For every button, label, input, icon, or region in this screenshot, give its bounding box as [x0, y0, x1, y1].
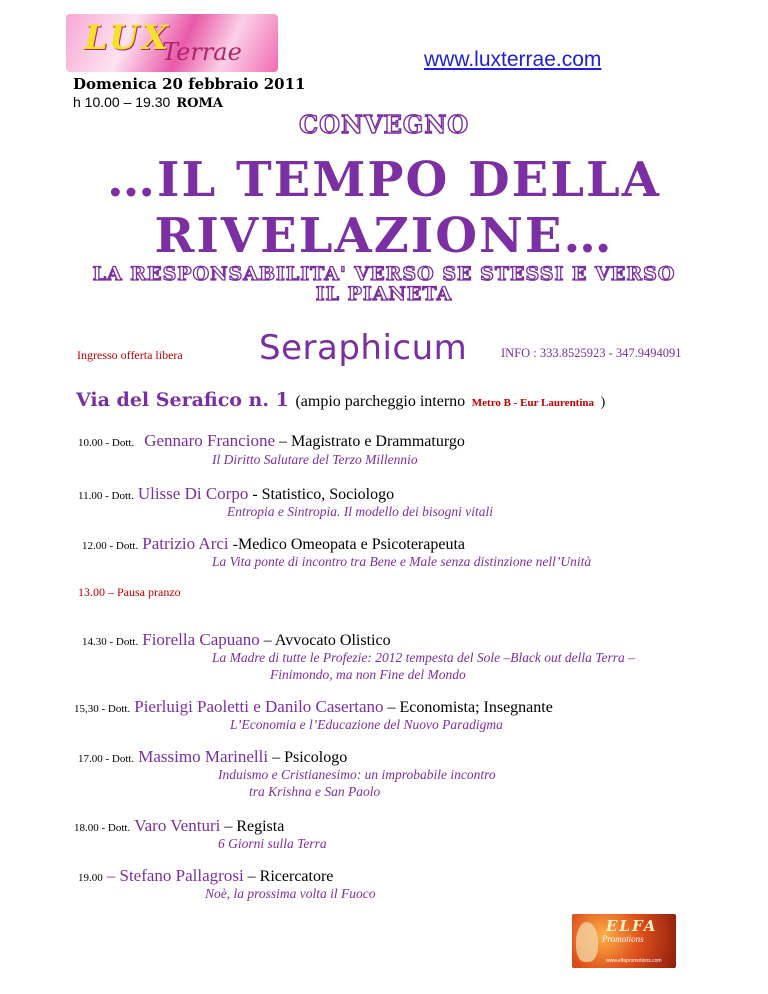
speaker-role: – Magistrato e Drammaturgo	[275, 433, 465, 450]
event-time: h 10.00 – 19.30	[73, 94, 171, 110]
program-time: 10.00 - Dott.	[78, 437, 135, 449]
talk-topic: La Madre di tutte le Profezie: 2012 tempesta del Sole –Black out della Terra –	[212, 650, 635, 665]
speaker-name: Gennaro Francione	[144, 431, 275, 450]
talk-topic: La Vita ponte di incontro tra Bene e Male senza distinzione nell’Unità	[212, 554, 592, 569]
event-date: Domenica 20 febbraio 2011	[73, 75, 306, 93]
elfa-promotions-logo	[572, 914, 676, 968]
venue-name: Seraphicum	[259, 328, 468, 368]
speaker-name: Ulisse Di Corpo	[137, 484, 249, 503]
program-time: 12.00 - Dott.	[82, 540, 139, 552]
parking-close: )	[600, 395, 606, 410]
speaker-name: Varo Venturi	[134, 816, 221, 835]
website-link[interactable]: www.luxterrae.com	[424, 48, 602, 71]
event-kind: CONVEGNO	[299, 110, 470, 139]
program-item	[74, 697, 553, 717]
talk-topic: Noè, la prossima volta il Fuoco	[205, 886, 376, 901]
talk-topic: Il Diritto Salutare del Terzo Millennio	[212, 452, 418, 467]
parking-note: (ampio parcheggio interno	[295, 393, 466, 410]
sponsor-name: ELFA	[606, 917, 658, 935]
program-time: 14.30 - Dott.	[82, 636, 139, 648]
program-time: 18.00 - Dott.	[74, 822, 131, 834]
entry-note: Ingresso offerta libera	[77, 348, 183, 362]
speaker-name: Pierluigi Paoletti	[134, 697, 249, 716]
metro-note: Metro B - Eur Laurentina	[471, 397, 595, 409]
luxterrae-logo	[66, 14, 278, 72]
event-title-line2: RIVELAZIONE…	[154, 208, 614, 264]
program-item	[78, 747, 347, 767]
program-time: 11.00 - Dott.	[78, 490, 134, 502]
speaker-role: – Economista; Insegnante	[383, 699, 553, 716]
program-item	[74, 816, 284, 836]
event-subtitle-line1: LA RESPONSABILITA' VERSO SE STESSI E VERSO	[92, 263, 676, 285]
program-time: 17.00 - Dott.	[78, 753, 135, 765]
info-phones: INFO : 333.8525923 - 347.9494091	[501, 346, 682, 360]
lunch-break: 13.00 – Pausa pranzo	[78, 585, 181, 599]
speaker-name: Fiorella Capuano	[142, 630, 260, 649]
event-title	[0, 152, 768, 264]
talk-topic-cont: tra Krishna e San Paolo	[249, 784, 381, 799]
program-item	[78, 484, 394, 504]
talk-topic: L’Economia e l’Educazione del Nuovo Paradigma	[230, 717, 503, 732]
speaker-role: – Avvocato Olistico	[259, 632, 391, 649]
speaker-name: Massimo Marinelli	[138, 747, 269, 766]
program-item	[82, 534, 465, 554]
speaker-role: – Psicologo	[268, 749, 348, 766]
speaker-name-join: e	[248, 697, 266, 716]
sponsor-line: Promotions	[602, 934, 644, 944]
event-title-line1: …IL TEMPO DELLA	[107, 152, 661, 208]
speaker-name-2: Danilo Casertano	[265, 697, 384, 716]
speaker-role: – Ricercatore	[243, 868, 334, 885]
venue-address-line	[76, 389, 605, 411]
sponsor-web: www.elfapromotions.com	[606, 958, 662, 964]
talk-topic: Induismo e Cristianesimo: un improbabile incontro	[218, 767, 496, 782]
event-subtitle	[60, 264, 708, 304]
speaker-name-dash: –	[106, 866, 120, 885]
program-item	[82, 630, 391, 650]
logo-text-terrae: Terrae	[162, 38, 242, 66]
speaker-role: - Statistico, Sociologo	[248, 486, 395, 503]
talk-topic: Entropia e Sintropia. Il modello dei bisogni vitali	[227, 504, 493, 519]
logo-text-lux: LUX	[84, 18, 172, 58]
speaker-name: Patrizio Arci	[142, 534, 229, 553]
event-subtitle-line2: IL PIANETA	[315, 283, 453, 305]
speaker-role: -Medico Omeopata e Psicoterapeuta	[228, 536, 465, 553]
face-illustration-icon	[576, 922, 598, 962]
program-time: 19.00	[78, 872, 103, 884]
talk-topic: 6 Giorni sulla Terra	[218, 836, 327, 851]
venue-address: Via del Serafico n. 1	[76, 389, 289, 411]
speaker-name: Stefano Pallagrosi	[119, 866, 244, 885]
program-item	[78, 431, 465, 451]
event-time-line	[73, 94, 223, 111]
speaker-role: – Regista	[220, 818, 285, 835]
talk-topic-cont: Finimondo, ma non Fine del Mondo	[270, 667, 466, 682]
program-time: 15,30 - Dott.	[74, 703, 131, 715]
program-item	[78, 866, 333, 886]
event-city: ROMA	[176, 96, 223, 111]
